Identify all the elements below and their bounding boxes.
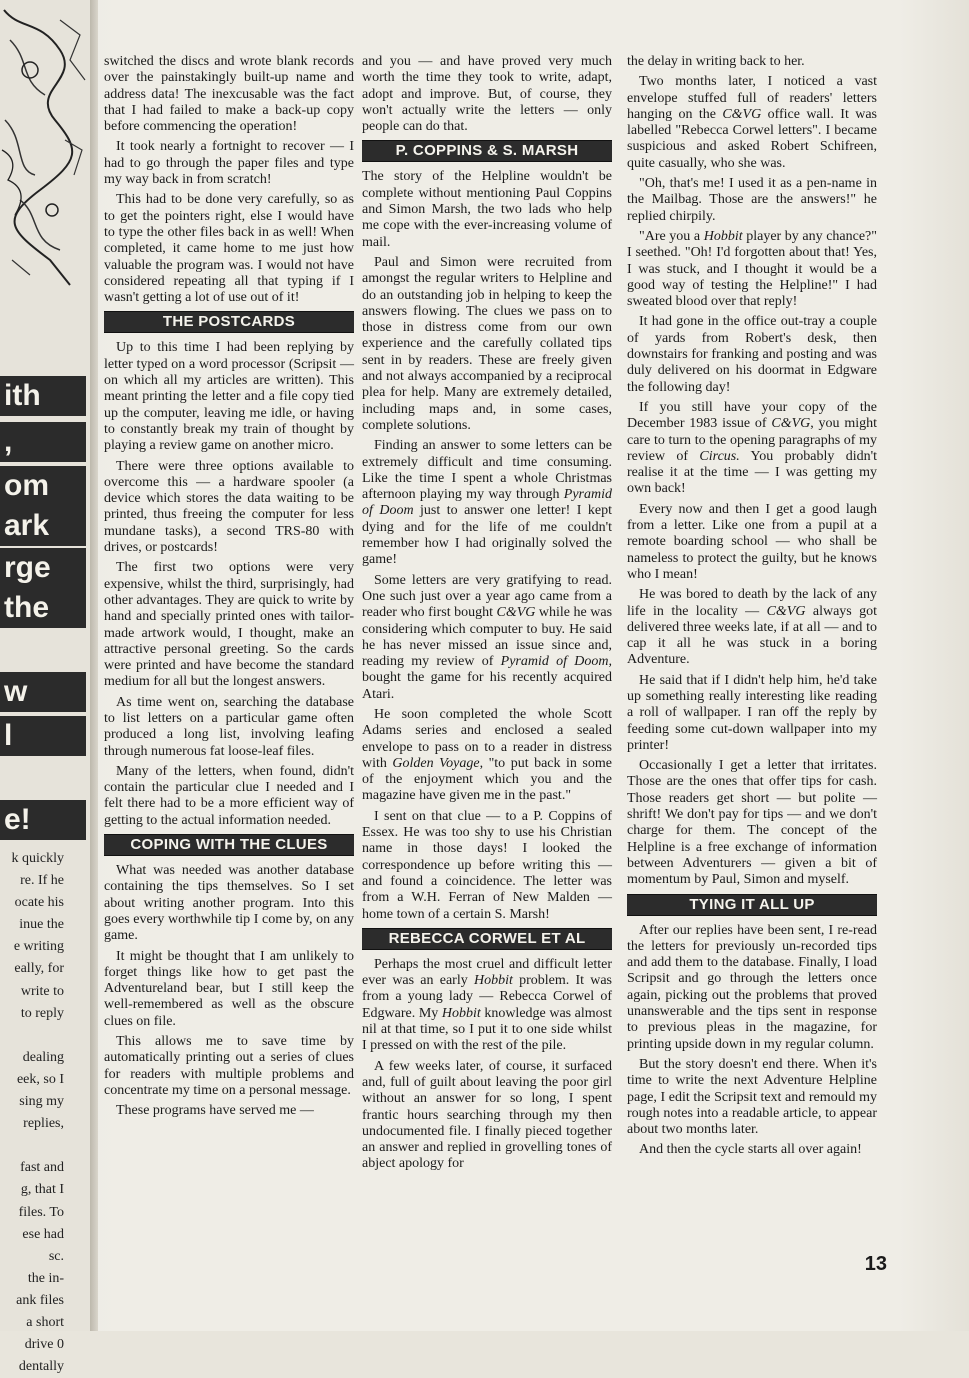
paragraph: "Are you a Hobbit player by any chance?" I seethed. "Oh! I'd forgotten about that! Yes, I was stuck, and I thought it would be a good way of testing the Helpline!" I had sweated blood over that reply! <box>627 228 877 310</box>
facing-body-text: k quickly re. If he ocate his inue the e writing eally, for write to to reply dealing eek, so I sing my replies, fast and g, that I files. To ese had sc. the in- ank files a short drive 0 dentally <box>11 851 64 1375</box>
paragraph: What was needed was another database containing the tips themselves. So I set about writing another program. Into this goes every worthwhile tip I come by, on any game. <box>104 863 354 944</box>
facing-headline-band: ith <box>0 376 86 416</box>
paragraph: Some letters are very gratifying to read. One such just over a year ago came from a reader who first bought C&VG while he was considering which computer to buy. He said he has never missed an issue since and, reading my review of Pyramid of Doom, bought the game for his recently acquired Atari. <box>362 572 613 702</box>
paragraph: It had gone in the office out-tray a couple of yards from Robert's desk, then downstairs for franking and posting and was duly delivered on his doormat in Edgware the following day! <box>627 314 877 395</box>
paragraph: It took nearly a fortnight to recover — I had to go through the paper files and type my way back in from scratch! <box>104 139 354 188</box>
paragraph: It might be thought that I am unlikely to forget things like how to get past the Adventureland bear, but I still keep the well-remembered as well as the obscure clues on file. <box>104 948 354 1029</box>
paragraph: switched the discs and wrote blank records over the painstakingly built-up name and address data! The inexcusable was the fact that I had failed to make a back-up copy before commencing the operation! <box>104 54 354 135</box>
paragraph: There were three options available to overcome this — a hardware spooler (a device which stores the data waiting to be printed, thus freeing the computer for less mundane tasks), a second TRS-80 with drives, or postcards! <box>104 458 354 556</box>
paragraph: He soon completed the whole Scott Adams series and enclosed a sealed envelope to pass on to a reader in distress with Golden Voyage, "to put back in some of the enjoyment which you and the magazine have given me in the past." <box>362 706 612 804</box>
section-heading: THE POSTCARDS <box>104 311 354 333</box>
facing-page-strip <box>0 0 96 1375</box>
section-heading: TYING IT ALL UP <box>627 894 877 916</box>
paragraph: He was bored to death by the lack of any life in the locality — C&VG always got delivered three weeks late, if at all — and to cap it all he was stuck in a boring Adventure. <box>627 587 878 668</box>
paragraph: These programs have served me — <box>116 1103 314 1119</box>
paragraph: If you still have your copy of the December 1983 issue of C&VG, you might care to turn to the opening paragraphs of my review of Circus. You probably didn't realise it at the time — I was getting my own back! <box>627 399 878 497</box>
paragraph: And then the cycle starts all over again! <box>639 1142 862 1158</box>
facing-headline-band: , <box>0 422 86 462</box>
paragraph: "Oh, that's me! I used it as a pen-name in the Mailbag. Those are the answers!" he replied chirpily. <box>627 176 877 224</box>
facing-headline-band: l <box>0 716 86 756</box>
paragraph: I sent on that clue — to a P. Coppins of Essex. He was too shy to use his Christian name in those days! I looked the correspondence up before writing this — and found a coincidence. The letter was from a W.H. Ferran of New Malden — home town of a certain S. Marsh! <box>362 808 612 922</box>
paragraph: But the story doesn't end there. When it's time to write the next Adventure Helpline page, I edit the Scripsit text and remould my rough notes into a readable article, to appear about two months later. <box>627 1056 877 1138</box>
facing-headline-band: rge <box>0 548 86 588</box>
section-heading: COPING WITH THE CLUES <box>104 834 354 856</box>
paragraph: Many of the letters, when found, didn't contain the particular clue I needed and I felt there had to be a more efficient way of getting to the actual information needed. <box>104 763 354 828</box>
paragraph: the delay in writing back to her. <box>627 54 805 69</box>
paragraph: This had to be done very carefully, so as to get the pointers right, else I would have to type the other files back in as well! When completed, it came home to me just how valuable the program was. I would not have considered repeating all that typing if I wasn't getting a lot of use out of it! <box>104 192 354 306</box>
illustration-art <box>0 0 88 290</box>
paragraph: A few weeks later, of course, it surfaced and, full of guilt about leaving the poor girl without an answer for so long, I spent frantic hours searching through my then undocumented file. I finally pieced together an answer and replied in grovelling tones of abject apology for <box>362 1058 612 1172</box>
section-heading: REBECCA CORWEL ET AL <box>362 928 612 950</box>
paragraph: This allows me to save time by automatically printing out a series of clues for readers with multiple problems and concentrate my time on a personal message. <box>104 1034 354 1098</box>
paragraph: Every now and then I get a good laugh from a letter. Like one from a pupil at a remote boarding school — who shall be nameless to protect the guilty, but he knows who I mean! <box>627 501 877 582</box>
facing-headline-band: the <box>0 588 86 628</box>
paragraph: Finding an answer to some letters can be extremely difficult and time consuming. Like the time I spent a whole Christmas afternoon playing my way through Pyramid of Doom just to answer one letter! I kept dying and for the life of me couldn't remember how I had originally solved the game! <box>362 438 612 568</box>
paragraph: The first two options were very expensive, whilst the third, surprisingly, had other advantages. They are quick to write by hand and specially printed ones with tailor-made artwork would, I thought, make an attractive personal greeting. So the cards were printed and have become the standard medium for all but the longest answers. <box>104 560 354 690</box>
paragraph: As time went on, searching the database to list letters on a particular game often produced a long list, involving leafing through numerous fat loose-leaf files. <box>104 694 354 759</box>
facing-headline-band: w <box>0 672 86 712</box>
paragraph: The story of the Helpline wouldn't be complete without mentioning Paul Coppins and Simon Marsh, the two lads who help me cope with the ever-increasing volume of mail. <box>362 169 612 250</box>
facing-headline-band: e! <box>0 800 86 840</box>
column-2 <box>362 54 612 1177</box>
paragraph: He said that if I didn't help him, he'd take up something really interesting like reading a roll of wallpaper. I ran off the reply by feeding some cut-down wallpaper into my printer! <box>627 672 877 753</box>
paragraph: After our replies have been sent, I re-read the letters for previously un-recorded tips and add them to the database. Finally, I load Scripsit and go through the letters once again, picking out the problems that proved unanswerable and the tips sent in response to previous pleas in the magazine, for printing upside down in my regular column. <box>627 922 877 1052</box>
paragraph: Paul and Simon were recruited from amongst the regular writers to Helpline and do an outstanding job in helping to keep the answers flowing. The clues we pass on to those in distress come from our own experience and the carefully collated tips sent in by readers. These are freely given and not always accompanied by a reciprocal plea for help. Many are extremely detailed, including maps and, in some cases, complete solutions. <box>362 254 612 433</box>
paragraph: Two months later, I noticed a vast envelope stuffed full of readers' letters hanging on the C&VG office wall. It was labelled "Rebecca Corwel letters". I became suspicious and asked Robert Schifreen, quite casually, who she was. <box>627 74 877 171</box>
column-3 <box>627 54 877 1163</box>
page-number: 13 <box>864 1253 887 1275</box>
facing-headline-band: ark <box>0 506 86 546</box>
paragraph: and you — and have proved very much worth the time they took to write, adapt, adopt and improve. But, of course, they won't actually write the letters — only people can do that. <box>362 54 612 135</box>
paragraph: Perhaps the most cruel and difficult letter ever was an early Hobbit problem. It was from a young lady — Rebecca Corwel of Edgware. My Hobbit knowledge was almost nil at that time, so I put it to one side whilst I pressed on with the rest of the pile. <box>362 956 613 1054</box>
section-heading: P. COPPINS & S. MARSH <box>362 140 612 162</box>
paragraph: Occasionally I get a letter that irritates. Those are the ones that offer tips for cash. Those readers get short — but polite — shrift! We don't pay for tips — and we don't charge for them. The concept of the Helpline is a free exchange of information between Adventurers — given a bit of momentum by Paul, Simon and myself. <box>627 758 877 888</box>
paragraph: Up to this time I had been replying by letter typed on a word processor (Scripsit — on which all my articles are written). This meant printing the letter and a file copy tied up the computer, leaving me idle, or having to constantly break my train of thought by playing a review game on another micro. <box>104 340 354 454</box>
page-gutter <box>90 0 98 1331</box>
column-1 <box>104 54 354 1124</box>
facing-headline-band: om <box>0 466 86 506</box>
